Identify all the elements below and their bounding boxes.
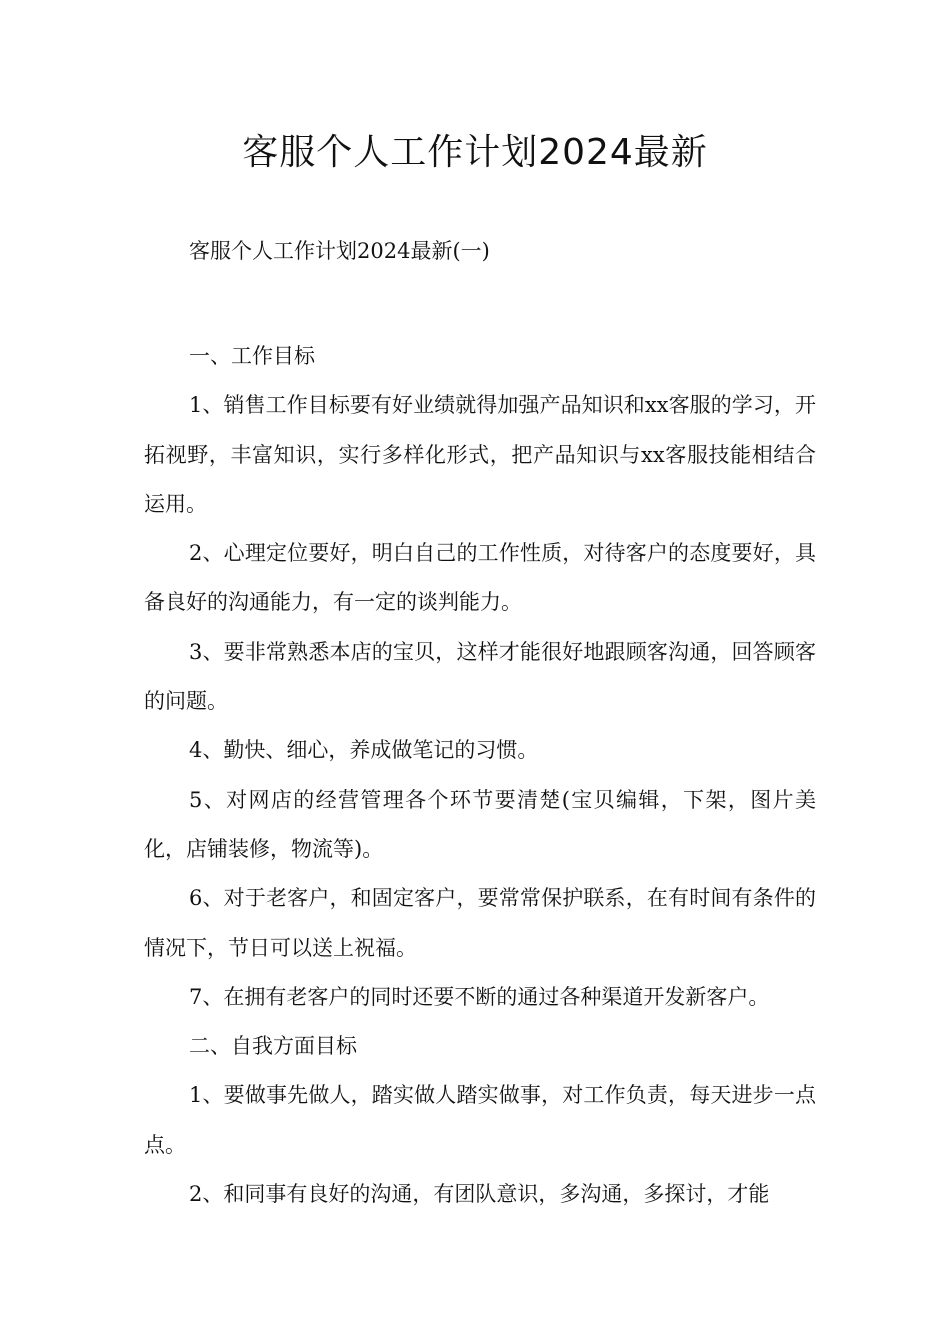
paragraph-self-item-2: 2、和同事有良好的沟通，有团队意识，多沟通，多探讨，才能 bbox=[189, 1182, 770, 1207]
paragraph-item-5: 5、对网店的经营管理各个环节要清楚(宝贝编辑，下架，图片美化，店铺装修，物流等)。 bbox=[144, 787, 816, 861]
section-heading-self-goals: 二、自我方面目标 bbox=[189, 1034, 357, 1059]
paragraph-item-2: 2、心理定位要好，明白自己的工作性质，对待客户的态度要好，具备良好的沟通能力，有一定的谈判能力。 bbox=[144, 541, 816, 615]
paragraph-item-3: 3、要非常熟悉本店的宝贝，这样才能很好地跟顾客沟通，回答顾客的问题。 bbox=[144, 639, 816, 714]
paragraph-item-7: 7、在拥有老客户的同时还要不断的通过各种渠道开发新客户。 bbox=[189, 984, 770, 1009]
paragraph-item-1: 1、销售工作目标要有好业绩就得加强产品知识和xx客服的学习，开拓视野，丰富知识，实行多样化形式，把产品知识与xx客服技能相结合运用。 bbox=[144, 393, 816, 516]
paragraph-item-4: 4、勤快、细心，养成做笔记的习惯。 bbox=[189, 738, 539, 763]
document-subtitle: 客服个人工作计划2024最新(一) bbox=[189, 239, 490, 263]
paragraph-self-item-1: 1、要做事先做人，踏实做人踏实做事，对工作负责，每天进步一点点。 bbox=[144, 1083, 816, 1157]
paragraph-item-6: 6、对于老客户，和固定客户，要常常保护联系，在有时间有条件的情况下，节日可以送上祝福。 bbox=[144, 886, 816, 960]
section-heading-work-goals: 一、工作目标 bbox=[189, 344, 315, 368]
document-body bbox=[144, 332, 816, 1219]
document-title: 客服个人工作计划2024最新 bbox=[242, 132, 708, 173]
